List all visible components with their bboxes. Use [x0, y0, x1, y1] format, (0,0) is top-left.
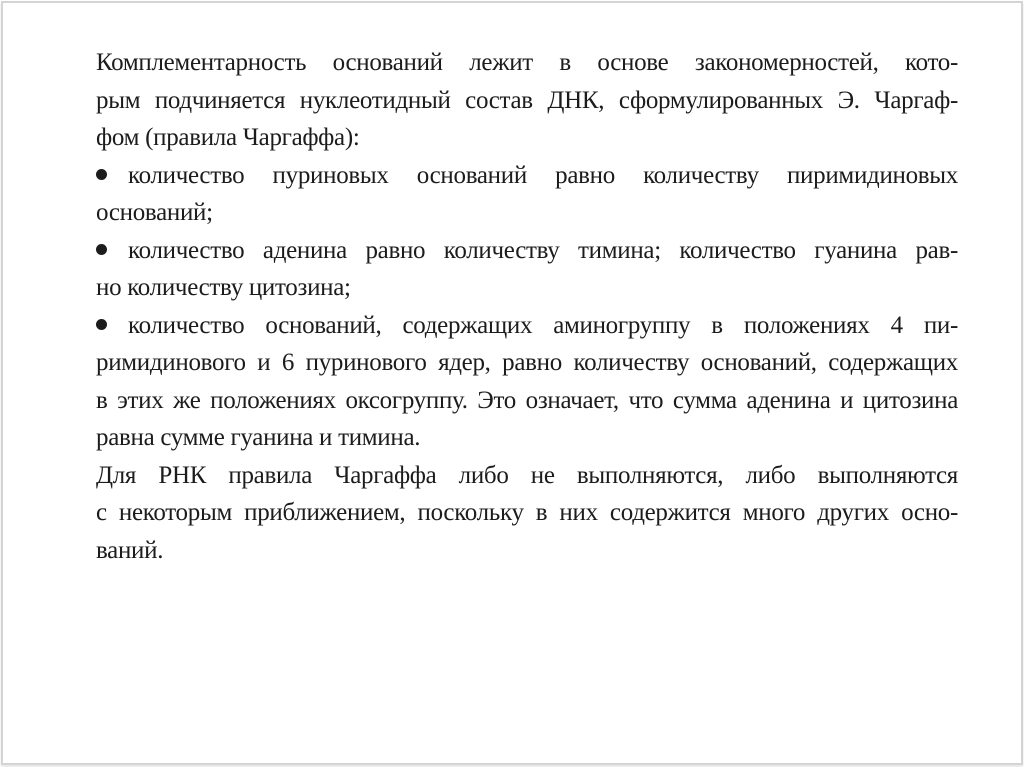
text-line: количество пуриновых оснований равно количеству пиримидиновых [128, 161, 958, 189]
bullet-icon [96, 244, 107, 255]
intro-paragraph [96, 44, 958, 157]
closing-paragraph [96, 457, 958, 570]
text-line: с некоторым приближением, поскольку в них содержится много других осно- [96, 499, 958, 526]
text-line: равна сумме гуанина и тимина. [96, 424, 421, 451]
text-line: но количеству цитозина; [96, 274, 351, 301]
text-line: Для РНК правила Чаргаффа либо не выполняются, либо выполняются [96, 461, 958, 489]
text-line: оснований; [96, 199, 213, 226]
scanned-text-page [96, 44, 958, 569]
bullet-icon [96, 319, 107, 330]
bullet-item-purine-pyrimidine [96, 157, 958, 232]
bullet-icon [96, 169, 107, 180]
text-line: в этих же положениях оксогруппу. Это означает, что сумма аденина и цитозина [96, 386, 958, 414]
text-line: римидинового и 6 пуринового ядер, равно количеству оснований, содержащих [96, 349, 958, 376]
bullet-item-adenine-thymine [96, 232, 958, 307]
text-line: фом (правила Чаргаффа): [96, 124, 360, 151]
text-line: рым подчиняется нуклеотидный состав ДНК, сформулированных Э. Чаргаф- [96, 86, 958, 114]
text-line: количество оснований, содержащих аминогруппу в положениях 4 пи- [128, 311, 958, 339]
text-line: Комплементарность оснований лежит в основе закономерностей, кото- [96, 49, 958, 76]
text-line: ваний. [96, 536, 164, 564]
bullet-item-amino-oxo [96, 307, 958, 457]
text-line: количество аденина равно количеству тимина; количество гуанина рав- [128, 236, 958, 264]
